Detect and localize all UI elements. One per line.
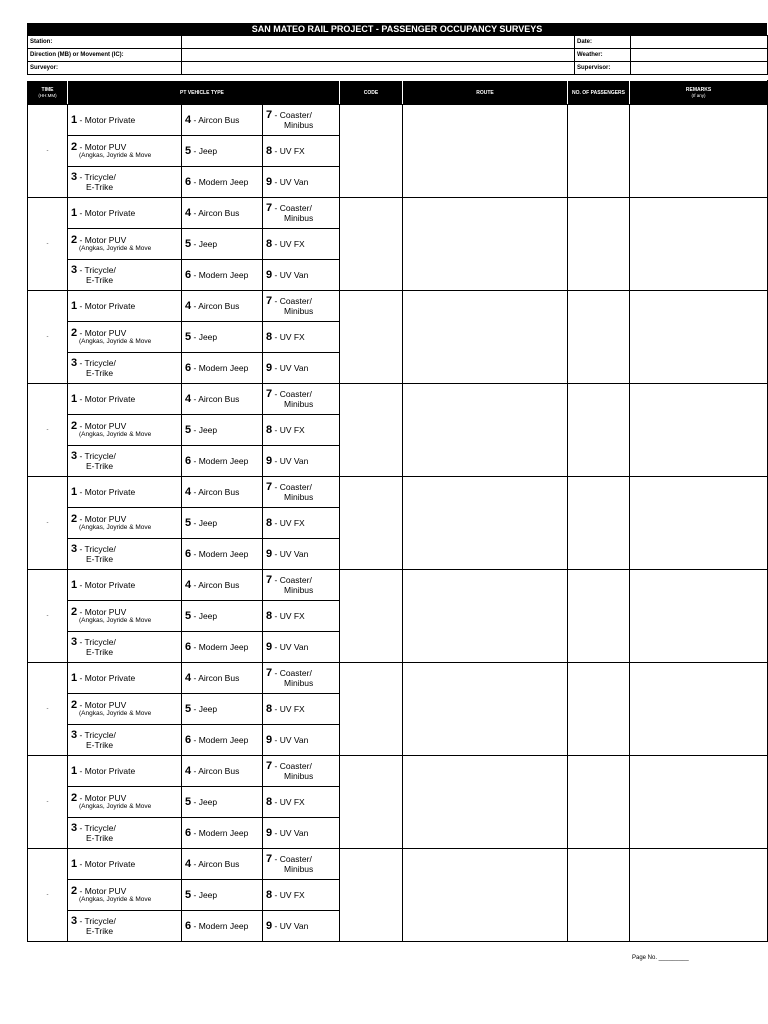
vehicle-option-1: 1 - Motor Private [68,105,182,136]
route-cell[interactable] [403,570,568,663]
vehicle-option-3: 3 - Tricycle/ E-Trike [68,632,182,663]
survey-block-row [28,291,768,322]
vehicle-option-4: 4 - Aircon Bus [182,756,263,787]
vehicle-option-1: 1 - Motor Private [68,477,182,508]
occupancy-table-body [28,105,768,942]
passengers-cell[interactable] [568,291,630,384]
vehicle-option-8: 8 - UV FX [263,787,340,818]
route-cell[interactable] [403,198,568,291]
header-vehicle-type: PT VEHICLE TYPE [68,81,340,105]
vehicle-option-4: 4 - Aircon Bus [182,198,263,229]
remarks-cell[interactable] [630,477,768,570]
vehicle-option-7: 7 - Coaster/ Minibus [263,570,340,601]
time-placeholder: - [46,241,49,247]
vehicle-option-1: 1 - Motor Private [68,663,182,694]
vehicle-option-3: 3 - Tricycle/ E-Trike [68,260,182,291]
vehicle-option-8: 8 - UV FX [263,415,340,446]
vehicle-option-9: 9 - UV Van [263,818,340,849]
station-field[interactable] [182,36,575,49]
remarks-cell[interactable] [630,105,768,198]
vehicle-option-1: 1 - Motor Private [68,384,182,415]
code-cell[interactable] [340,291,403,384]
header-code: CODE [340,81,403,105]
vehicle-option-5: 5 - Jeep [182,787,263,818]
vehicle-option-4: 4 - Aircon Bus [182,663,263,694]
vehicle-option-2: 2 - Motor PUV (Angkas, Joyride & Move [68,601,182,632]
vehicle-option-8: 8 - UV FX [263,322,340,353]
vehicle-option-3: 3 - Tricycle/ E-Trike [68,167,182,198]
vehicle-option-9: 9 - UV Van [263,353,340,384]
vehicle-option-8: 8 - UV FX [263,229,340,260]
route-cell[interactable] [403,756,568,849]
vehicle-option-4: 4 - Aircon Bus [182,849,263,880]
vehicle-option-1: 1 - Motor Private [68,198,182,229]
time-placeholder: - [46,427,49,433]
vehicle-option-2: 2 - Motor PUV (Angkas, Joyride & Move [68,694,182,725]
vehicle-option-7: 7 - Coaster/ Minibus [263,198,340,229]
vehicle-option-3: 3 - Tricycle/ E-Trike [68,353,182,384]
vehicle-option-5: 5 - Jeep [182,229,263,260]
survey-block-row [28,849,768,880]
vehicle-option-8: 8 - UV FX [263,880,340,911]
vehicle-option-3: 3 - Tricycle/ E-Trike [68,725,182,756]
time-placeholder: - [46,613,49,619]
weather-label: Weather: [575,49,631,62]
survey-block-row [28,198,768,229]
code-cell[interactable] [340,570,403,663]
vehicle-option-4: 4 - Aircon Bus [182,477,263,508]
vehicle-option-5: 5 - Jeep [182,880,263,911]
time-cell[interactable] [28,198,68,291]
date-field[interactable] [631,36,768,49]
vehicle-option-9: 9 - UV Van [263,167,340,198]
vehicle-option-6: 6 - Modern Jeep [182,911,263,942]
weather-field[interactable] [631,49,768,62]
vehicle-option-4: 4 - Aircon Bus [182,105,263,136]
survey-block-row [28,477,768,508]
vehicle-option-2: 2 - Motor PUV (Angkas, Joyride & Move [68,880,182,911]
passengers-cell[interactable] [568,477,630,570]
vehicle-option-5: 5 - Jeep [182,694,263,725]
time-cell[interactable] [28,291,68,384]
surveyor-label: Surveyor: [28,62,182,75]
vehicle-option-6: 6 - Modern Jeep [182,632,263,663]
passengers-cell[interactable] [568,198,630,291]
vehicle-option-9: 9 - UV Van [263,632,340,663]
header-route: ROUTE [403,81,568,105]
vehicle-option-8: 8 - UV FX [263,694,340,725]
surveyor-field[interactable] [182,62,575,75]
vehicle-option-5: 5 - Jeep [182,136,263,167]
vehicle-option-6: 6 - Modern Jeep [182,167,263,198]
vehicle-option-8: 8 - UV FX [263,601,340,632]
vehicle-option-4: 4 - Aircon Bus [182,384,263,415]
remarks-cell[interactable] [630,570,768,663]
route-cell[interactable] [403,291,568,384]
time-cell[interactable] [28,477,68,570]
vehicle-option-9: 9 - UV Van [263,725,340,756]
survey-block-row [28,756,768,787]
time-placeholder: - [46,334,49,340]
vehicle-option-3: 3 - Tricycle/ E-Trike [68,911,182,942]
vehicle-option-6: 6 - Modern Jeep [182,446,263,477]
direction-field[interactable] [182,49,575,62]
passengers-cell[interactable] [568,849,630,942]
vehicle-option-5: 5 - Jeep [182,601,263,632]
vehicle-option-3: 3 - Tricycle/ E-Trike [68,539,182,570]
vehicle-option-9: 9 - UV Van [263,260,340,291]
vehicle-option-6: 6 - Modern Jeep [182,539,263,570]
route-cell[interactable] [403,105,568,198]
passengers-cell[interactable] [568,756,630,849]
time-cell[interactable] [28,384,68,477]
route-cell[interactable] [403,477,568,570]
remarks-cell[interactable] [630,849,768,942]
time-cell[interactable] [28,756,68,849]
survey-block-row [28,570,768,601]
time-placeholder: - [46,799,49,805]
vehicle-option-9: 9 - UV Van [263,446,340,477]
vehicle-option-7: 7 - Coaster/ Minibus [263,477,340,508]
vehicle-option-5: 5 - Jeep [182,508,263,539]
vehicle-option-7: 7 - Coaster/ Minibus [263,849,340,880]
route-cell[interactable] [403,663,568,756]
code-cell[interactable] [340,198,403,291]
vehicle-option-1: 1 - Motor Private [68,756,182,787]
code-cell[interactable] [340,384,403,477]
header-time: TIME (HH:MM) [28,81,68,105]
vehicle-option-2: 2 - Motor PUV (Angkas, Joyride & Move [68,322,182,353]
supervisor-field[interactable] [631,62,768,75]
time-cell[interactable] [28,849,68,942]
vehicle-option-1: 1 - Motor Private [68,849,182,880]
vehicle-option-7: 7 - Coaster/ Minibus [263,756,340,787]
time-cell[interactable] [28,570,68,663]
code-cell[interactable] [340,477,403,570]
vehicle-option-4: 4 - Aircon Bus [182,291,263,322]
vehicle-option-7: 7 - Coaster/ Minibus [263,105,340,136]
time-placeholder: - [46,892,49,898]
direction-label: Direction (MB) or Movement (IC): [28,49,182,62]
header-remarks: REMARKS (If any) [630,81,768,105]
form-title: SAN MATEO RAIL PROJECT - PASSENGER OCCUPANCY SURVEYS [27,23,767,35]
remarks-cell[interactable] [630,291,768,384]
vehicle-option-4: 4 - Aircon Bus [182,570,263,601]
vehicle-option-5: 5 - Jeep [182,322,263,353]
vehicle-option-2: 2 - Motor PUV (Angkas, Joyride & Move [68,787,182,818]
vehicle-option-9: 9 - UV Van [263,539,340,570]
survey-block-row [28,105,768,136]
vehicle-option-1: 1 - Motor Private [68,570,182,601]
vehicle-option-7: 7 - Coaster/ Minibus [263,384,340,415]
remarks-cell[interactable] [630,198,768,291]
vehicle-option-6: 6 - Modern Jeep [182,353,263,384]
time-placeholder: - [46,706,49,712]
route-cell[interactable] [403,849,568,942]
vehicle-option-7: 7 - Coaster/ Minibus [263,663,340,694]
vehicle-option-3: 3 - Tricycle/ E-Trike [68,818,182,849]
passengers-cell[interactable] [568,570,630,663]
vehicle-option-8: 8 - UV FX [263,508,340,539]
date-label: Date: [575,36,631,49]
page-number: Page No. _________ [632,955,689,961]
route-cell[interactable] [403,384,568,477]
vehicle-option-1: 1 - Motor Private [68,291,182,322]
code-cell[interactable] [340,663,403,756]
remarks-cell[interactable] [630,384,768,477]
vehicle-option-6: 6 - Modern Jeep [182,818,263,849]
vehicle-option-3: 3 - Tricycle/ E-Trike [68,446,182,477]
survey-block-row [28,663,768,694]
passengers-cell[interactable] [568,663,630,756]
time-cell[interactable] [28,105,68,198]
vehicle-option-2: 2 - Motor PUV (Angkas, Joyride & Move [68,229,182,260]
passengers-cell[interactable] [568,105,630,198]
vehicle-option-8: 8 - UV FX [263,136,340,167]
remarks-cell[interactable] [630,663,768,756]
remarks-cell[interactable] [630,756,768,849]
time-cell[interactable] [28,663,68,756]
passengers-cell[interactable] [568,384,630,477]
time-placeholder: - [46,520,49,526]
survey-block-row [28,384,768,415]
vehicle-option-7: 7 - Coaster/ Minibus [263,291,340,322]
vehicle-option-6: 6 - Modern Jeep [182,725,263,756]
vehicle-option-2: 2 - Motor PUV (Angkas, Joyride & Move [68,508,182,539]
code-cell[interactable] [340,849,403,942]
occupancy-table [27,80,768,942]
code-cell[interactable] [340,105,403,198]
supervisor-label: Supervisor: [575,62,631,75]
vehicle-option-2: 2 - Motor PUV (Angkas, Joyride & Move [68,136,182,167]
vehicle-option-5: 5 - Jeep [182,415,263,446]
vehicle-option-6: 6 - Modern Jeep [182,260,263,291]
header-passengers: NO. OF PASSENGERS [568,81,630,105]
time-placeholder: - [46,148,49,154]
vehicle-option-9: 9 - UV Van [263,911,340,942]
vehicle-option-2: 2 - Motor PUV (Angkas, Joyride & Move [68,415,182,446]
station-label: Station: [28,36,182,49]
survey-info-table [27,35,768,75]
code-cell[interactable] [340,756,403,849]
